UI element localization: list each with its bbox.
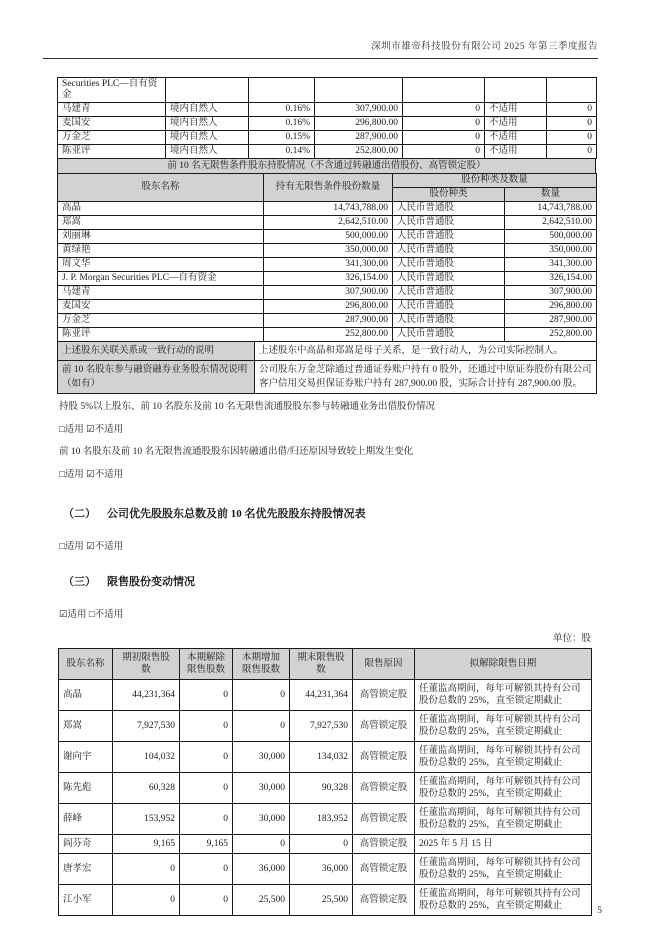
table-row	[59, 742, 592, 773]
table-cell: 江小军	[59, 885, 113, 916]
table-cell: 2,642,510.00	[264, 216, 393, 230]
table-cell: 60,328	[113, 773, 180, 804]
table-cell: 296,800.00	[315, 117, 403, 131]
table-cell: Securities PLC—自有资金	[58, 78, 166, 103]
table-cell: 44,231,364	[113, 680, 180, 711]
table-cell: 307,900.00	[505, 286, 597, 300]
table-cell: 341,300.00	[505, 258, 597, 272]
table-cell: 0	[403, 131, 485, 145]
table-cell: 高管锁定股	[353, 680, 415, 711]
table-cell: 0	[233, 711, 290, 742]
table-cell: 刘丽琳	[58, 230, 264, 244]
table-cell: 350,000.00	[505, 244, 597, 258]
table-row	[59, 804, 592, 835]
table-cell: 不适用	[485, 117, 547, 131]
table-cell: 人民币普通股	[393, 230, 505, 244]
table-cell: 0.15%	[249, 131, 315, 145]
table-cell: 307,900.00	[315, 103, 403, 117]
table-cell: 境内自然人	[166, 117, 249, 131]
table-cell: 0	[233, 680, 290, 711]
table-cell: 马建青	[58, 103, 166, 117]
top10-shareholders-continuation-table	[57, 77, 597, 159]
table-cell: 高管锁定股	[353, 835, 415, 854]
unrestricted-table-header	[58, 174, 597, 202]
table-cell: 0	[547, 117, 597, 131]
table-cell: 30,000	[233, 742, 290, 773]
table-cell: 高晶	[58, 202, 264, 216]
table-cell: 7,927,530	[113, 711, 180, 742]
col-header-shares-held: 持有无限售条件股份数量	[264, 174, 393, 202]
col-header: 本期增加限售股数	[233, 649, 290, 680]
restricted-table-header	[59, 649, 592, 680]
table-cell: 36,000	[233, 854, 290, 885]
page-content	[57, 78, 596, 916]
table-cell: 马建青	[58, 286, 264, 300]
table-cell: 0	[547, 131, 597, 145]
shareholder-notes-table	[57, 341, 597, 394]
applicability-checkboxes: □适用 ☑不适用	[59, 470, 124, 480]
col-header: 股东名称	[59, 649, 113, 680]
table-cell: 252,800.00	[264, 328, 393, 342]
table-row	[58, 361, 597, 394]
table-cell: 阎芬奇	[59, 835, 113, 854]
table-cell: 高管锁定股	[353, 742, 415, 773]
applicability-checkboxes: ☑适用 □不适用	[59, 610, 124, 620]
table-row	[58, 244, 597, 258]
table-cell: 287,900.00	[264, 314, 393, 328]
table-cell: 0	[180, 711, 233, 742]
table-cell: 万金芝	[58, 131, 166, 145]
table-cell: 境内自然人	[166, 103, 249, 117]
securities-lending-note: 持股 5%以上股东、前 10 名股东及前 10 名无限售流通股股东参与转融通业务出借股份情况	[59, 402, 436, 412]
table-row	[58, 272, 597, 286]
table-cell: 不适用	[485, 145, 547, 159]
table-cell: 任董监高期间，每年可解锁其持有公司股份总数的 25%，直至锁定期截止	[415, 711, 592, 742]
table-cell: 人民币普通股	[393, 244, 505, 258]
section-number: （三）	[63, 576, 96, 588]
relationship-note-text: 上述股东中高晶和郑嵩是母子关系，是一致行动人，为公司实际控制人。	[255, 342, 597, 361]
col-header-quantity: 数量	[505, 188, 597, 202]
table-cell: 350,000.00	[264, 244, 393, 258]
table-cell: 麦国安	[58, 300, 264, 314]
table-cell: 高管锁定股	[353, 773, 415, 804]
table-cell: 9,165	[180, 835, 233, 854]
table-cell	[547, 78, 597, 103]
table-cell: 0	[403, 103, 485, 117]
table-cell: 陈先彪	[59, 773, 113, 804]
table-cell: 14,743,788.00	[264, 202, 393, 216]
table-cell: 0.14%	[249, 145, 315, 159]
relationship-note-label: 上述股东关联关系或一致行动的说明	[58, 342, 255, 361]
table-cell: 任董监高期间，每年可解锁其持有公司股份总数的 25%，直至锁定期截止	[415, 885, 592, 916]
table-cell: 500,000.00	[264, 230, 393, 244]
table-cell: 326,154.00	[264, 272, 393, 286]
table-row	[58, 328, 597, 342]
margin-trading-note-text: 公司股东万金芝除通过普通证券账户持有 0 股外，还通过中原证券股份有限公司客户信用交易担保证券账户持有 287,900.00 股，实际合计持有 287,900.00 股。	[255, 361, 597, 394]
table-cell: 2,642,510.00	[505, 216, 597, 230]
page-number: 5	[597, 906, 602, 916]
table-cell: 25,500	[233, 885, 290, 916]
table-cell: 7,927,530	[290, 711, 353, 742]
table-cell: 0	[547, 103, 597, 117]
table-cell: 296,800.00	[505, 300, 597, 314]
table-cell: 郑嵩	[58, 216, 264, 230]
table-cell: 0	[180, 804, 233, 835]
table-cell: 任董监高期间，每年可解锁其持有公司股份总数的 25%，直至锁定期截止	[415, 680, 592, 711]
table-cell: 高晶	[59, 680, 113, 711]
unrestricted-shareholders-table	[57, 173, 597, 342]
table-cell	[485, 78, 547, 103]
table-cell: 人民币普通股	[393, 258, 505, 272]
table-cell: 薛峰	[59, 804, 113, 835]
col-header: 期末限售股数	[290, 649, 353, 680]
table-cell: 0	[113, 885, 180, 916]
table-cell	[315, 78, 403, 103]
table-cell: 30,000	[233, 804, 290, 835]
table-cell: J. P. Morgan Securities PLC—自有资金	[58, 272, 264, 286]
table-row	[58, 78, 597, 103]
table-row	[59, 680, 592, 711]
margin-trading-note-label: 前 10 名股东参与融资融券业务股东情况说明（如有）	[58, 361, 255, 394]
table-cell: 9,165	[113, 835, 180, 854]
table-cell: 高管锁定股	[353, 885, 415, 916]
table-cell: 任董监高期间，每年可解锁其持有公司股份总数的 25%，直至锁定期截止	[415, 854, 592, 885]
col-header: 限售原因	[353, 649, 415, 680]
table-cell: 任董监高期间，每年可解锁其持有公司股份总数的 25%，直至锁定期截止	[415, 742, 592, 773]
table-row	[59, 835, 592, 854]
table-cell: 0	[547, 145, 597, 159]
table-cell: 326,154.00	[505, 272, 597, 286]
unit-label: 单位：股	[552, 634, 591, 644]
table-cell	[249, 78, 315, 103]
table-row	[58, 216, 597, 230]
table-cell: 高管锁定股	[353, 804, 415, 835]
col-header: 本期解除限售股数	[180, 649, 233, 680]
table-cell: 不适用	[485, 103, 547, 117]
table-cell: 25,500	[290, 885, 353, 916]
table-cell: 14,743,788.00	[505, 202, 597, 216]
table-row	[58, 314, 597, 328]
table-row	[58, 230, 597, 244]
table-cell	[403, 78, 485, 103]
table-row	[59, 885, 592, 916]
table-row	[58, 145, 597, 159]
table-cell: 0	[403, 117, 485, 131]
table-cell	[166, 78, 249, 103]
table-cell: 黄绿艳	[58, 244, 264, 258]
table-cell: 人民币普通股	[393, 272, 505, 286]
col-header: 拟解除限售日期	[415, 649, 592, 680]
lending-change-note: 前 10 名股东及前 10 名无限售流通股股东因转融通出借/归还原因导致较上期发生变化	[59, 447, 414, 457]
table-cell: 境内自然人	[166, 131, 249, 145]
table-row	[58, 258, 597, 272]
table-row	[59, 854, 592, 885]
table-cell: 人民币普通股	[393, 286, 505, 300]
table-cell: 296,800.00	[264, 300, 393, 314]
table-cell: 不适用	[485, 131, 547, 145]
table-cell: 万金芝	[58, 314, 264, 328]
table-cell: 人民币普通股	[393, 216, 505, 230]
table-cell: 谢向宇	[59, 742, 113, 773]
table-cell: 人民币普通股	[393, 314, 505, 328]
table-cell: 287,900.00	[505, 314, 597, 328]
table-cell: 周文华	[58, 258, 264, 272]
header-divider	[43, 58, 598, 59]
table-cell: 252,800.00	[505, 328, 597, 342]
table-cell: 人民币普通股	[393, 328, 505, 342]
table-row	[58, 202, 597, 216]
table-cell: 2025 年 5 月 15 日	[415, 835, 592, 854]
table-cell: 境内自然人	[166, 145, 249, 159]
table-row	[59, 773, 592, 804]
table-cell: 0	[290, 835, 353, 854]
table-cell: 252,800.00	[315, 145, 403, 159]
table-cell: 500,000.00	[505, 230, 597, 244]
section-heading-preferred-shares	[63, 507, 596, 521]
table-cell: 陈亚评	[58, 145, 166, 159]
table-cell: 153,952	[113, 804, 180, 835]
table-row	[58, 286, 597, 300]
table-cell: 麦国安	[58, 117, 166, 131]
table-cell: 36,000	[290, 854, 353, 885]
table-cell: 任董监高期间，每年可解锁其持有公司股份总数的 25%，直至锁定期截止	[415, 773, 592, 804]
table-cell: 0	[113, 854, 180, 885]
col-header-shareholder: 股东名称	[58, 174, 264, 202]
table-cell: 0.16%	[249, 117, 315, 131]
table-cell: 人民币普通股	[393, 300, 505, 314]
table-row	[59, 711, 592, 742]
table-row	[58, 300, 597, 314]
table-cell: 0.16%	[249, 103, 315, 117]
section-title: 限售股份变动情况	[107, 576, 195, 588]
table-cell: 人民币普通股	[393, 202, 505, 216]
col-header-type-and-qty: 股份种类及数量	[393, 174, 597, 188]
table-cell: 287,900.00	[315, 131, 403, 145]
applicability-checkboxes: □适用 ☑不适用	[59, 425, 124, 435]
table-row	[58, 131, 597, 145]
table-cell: 0	[180, 885, 233, 916]
table-row	[58, 342, 597, 361]
col-header-share-type: 股份种类	[393, 188, 505, 202]
section-heading-restricted-shares	[63, 575, 596, 589]
table-cell: 0	[233, 835, 290, 854]
col-header: 期初限售股数	[113, 649, 180, 680]
section-title: 公司优先股股东总数及前 10 名优先股股东持股情况表	[107, 508, 366, 520]
table-cell: 44,231,364	[290, 680, 353, 711]
table-cell: 0	[180, 773, 233, 804]
table-cell: 0	[180, 680, 233, 711]
table-cell: 郑嵩	[59, 711, 113, 742]
table-cell: 30,000	[233, 773, 290, 804]
applicability-checkboxes: □适用 ☑不适用	[59, 542, 124, 552]
table-cell: 90,328	[290, 773, 353, 804]
table-cell: 307,900.00	[264, 286, 393, 300]
table-cell: 0	[180, 742, 233, 773]
table-cell: 104,032	[113, 742, 180, 773]
table-cell: 183,952	[290, 804, 353, 835]
table-cell: 陈亚评	[58, 328, 264, 342]
table-cell: 高管锁定股	[353, 854, 415, 885]
table-cell: 341,300.00	[264, 258, 393, 272]
table-row	[58, 117, 597, 131]
unrestricted-shareholders-band-title: 前 10 名无限售条件股东持股情况（不含通过转融通出借股份、高管锁定股）	[57, 158, 596, 174]
table-row	[58, 103, 597, 117]
table-cell: 高管锁定股	[353, 711, 415, 742]
report-header-title: 深圳市雄帝科技股份有限公司 2025 年第三季度报告	[371, 42, 598, 52]
table-cell: 唐孝宏	[59, 854, 113, 885]
table-cell: 0	[180, 854, 233, 885]
table-cell: 0	[403, 145, 485, 159]
restricted-shares-table	[58, 648, 592, 916]
section-number: （二）	[63, 508, 96, 520]
table-cell: 任董监高期间，每年可解锁其持有公司股份总数的 25%，直至锁定期截止	[415, 804, 592, 835]
table-cell: 134,032	[290, 742, 353, 773]
